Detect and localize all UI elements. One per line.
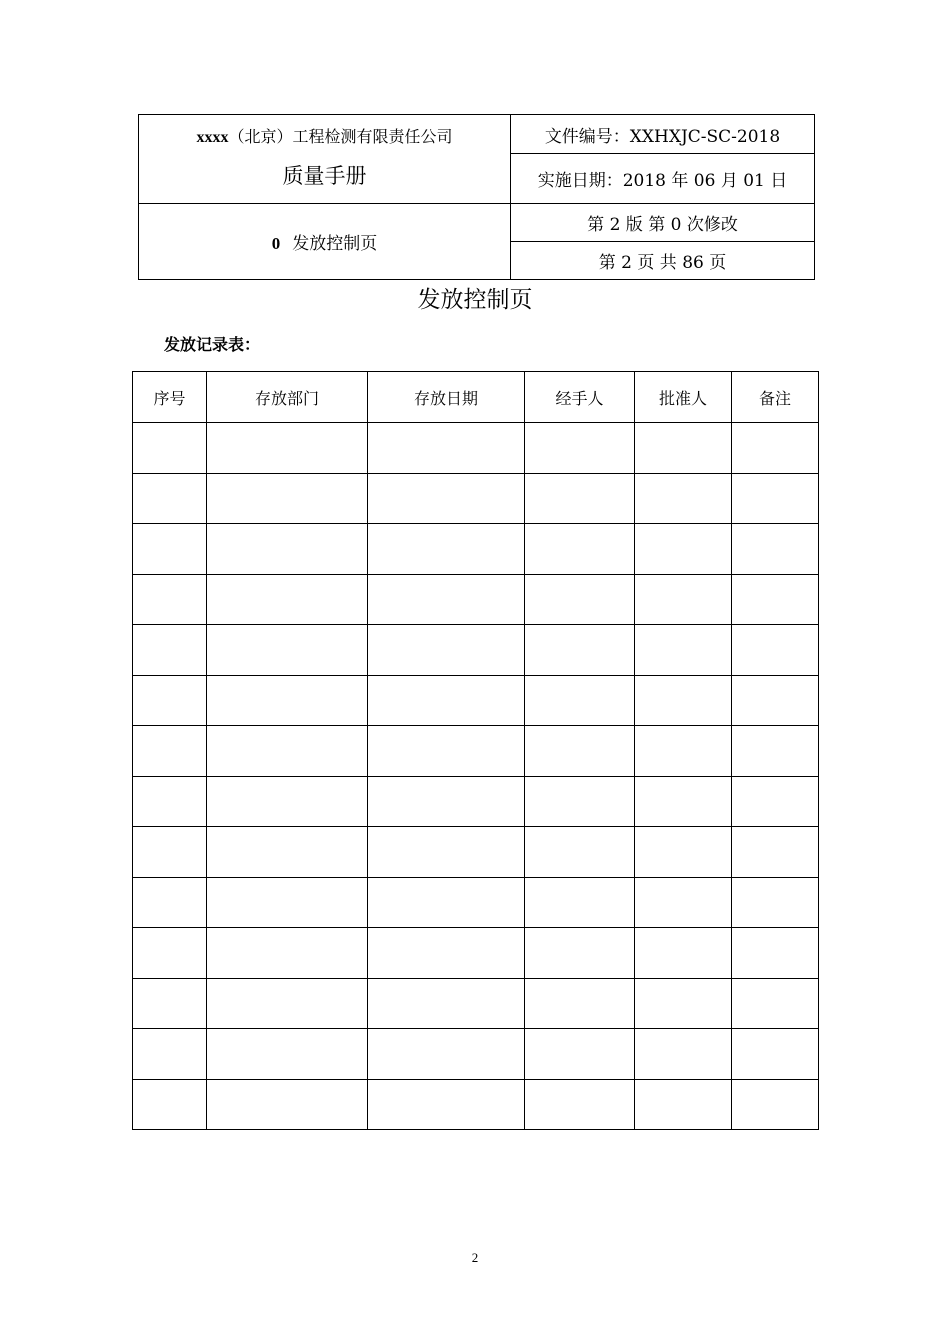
- table-cell: [732, 423, 819, 474]
- table-cell: [207, 473, 368, 524]
- table-cell: [207, 574, 368, 625]
- table-cell: [133, 776, 207, 827]
- table-cell: [635, 776, 732, 827]
- table-cell: [133, 1029, 207, 1080]
- table-cell: [133, 978, 207, 1029]
- table-cell: [525, 827, 635, 878]
- table-cell: [368, 574, 525, 625]
- table-cell: [368, 1029, 525, 1080]
- section-title: 发放控制页: [292, 233, 378, 254]
- section-heading-cell: [139, 203, 511, 279]
- table-cell: [732, 524, 819, 575]
- table-cell: [133, 827, 207, 878]
- table-cell: [368, 423, 525, 474]
- table-cell: [635, 726, 732, 777]
- table-cell: [207, 877, 368, 928]
- company-prefix: xxxx: [196, 129, 229, 147]
- company-name: [139, 126, 510, 149]
- record-table-label: 发放记录表：: [164, 335, 261, 354]
- table-cell: [207, 827, 368, 878]
- table-cell: [133, 473, 207, 524]
- table-cell: [732, 473, 819, 524]
- table-cell: [368, 524, 525, 575]
- table-cell: [368, 473, 525, 524]
- table-cell: [525, 726, 635, 777]
- table-cell: [133, 574, 207, 625]
- table-cell: [732, 574, 819, 625]
- table-cell: [525, 473, 635, 524]
- table-cell: [207, 978, 368, 1029]
- table-row: [133, 877, 819, 928]
- record-table-body: [133, 423, 819, 1130]
- table-row: [133, 524, 819, 575]
- table-cell: [133, 423, 207, 474]
- table-cell: [732, 928, 819, 979]
- table-cell: [207, 776, 368, 827]
- table-cell: [525, 928, 635, 979]
- page-number: 2: [471, 1250, 479, 1265]
- table-cell: [525, 524, 635, 575]
- table-cell: [525, 423, 635, 474]
- column-header-date: 存放日期: [368, 372, 525, 423]
- column-header-approver: 批准人: [635, 372, 732, 423]
- table-cell: [635, 524, 732, 575]
- company-name-rest: （北京）工程检测有限责任公司: [228, 127, 453, 147]
- table-cell: [635, 1079, 732, 1130]
- table-cell: [368, 675, 525, 726]
- table-cell: [635, 473, 732, 524]
- table-cell: [525, 1079, 635, 1130]
- table-cell: [368, 776, 525, 827]
- table-cell: [525, 1029, 635, 1080]
- column-header-handler: 经手人: [525, 372, 635, 423]
- manual-title: 质量手册: [282, 164, 367, 189]
- table-cell: [368, 827, 525, 878]
- table-row: [133, 928, 819, 979]
- column-header-serial: 序号: [133, 372, 207, 423]
- table-cell: [635, 574, 732, 625]
- table-cell: [207, 928, 368, 979]
- page-info: 第 2 页 共 86 页: [511, 241, 815, 279]
- distribution-record-table: [132, 371, 819, 1130]
- table-cell: [368, 1079, 525, 1130]
- column-header-department: 存放部门: [207, 372, 368, 423]
- table-row: [133, 726, 819, 777]
- table-row: [133, 625, 819, 676]
- table-cell: [207, 675, 368, 726]
- table-cell: [207, 625, 368, 676]
- page-title: 发放控制页: [417, 287, 533, 313]
- table-row: [133, 1029, 819, 1080]
- table-cell: [368, 625, 525, 676]
- table-row: [133, 473, 819, 524]
- document-header-table: [138, 114, 815, 280]
- file-number: 文件编号：XXHXJC-SC-2018: [511, 115, 815, 154]
- table-cell: [525, 574, 635, 625]
- table-cell: [732, 625, 819, 676]
- table-cell: [525, 978, 635, 1029]
- table-cell: [525, 675, 635, 726]
- table-cell: [133, 877, 207, 928]
- table-cell: [368, 978, 525, 1029]
- table-row: [133, 675, 819, 726]
- table-cell: [207, 423, 368, 474]
- table-cell: [368, 877, 525, 928]
- table-cell: [207, 726, 368, 777]
- table-cell: [732, 877, 819, 928]
- table-cell: [732, 776, 819, 827]
- table-cell: [635, 877, 732, 928]
- table-cell: [732, 827, 819, 878]
- table-cell: [133, 928, 207, 979]
- table-cell: [133, 726, 207, 777]
- table-cell: [133, 524, 207, 575]
- table-cell: [525, 877, 635, 928]
- table-cell: [133, 675, 207, 726]
- table-cell: [732, 978, 819, 1029]
- section-number: 0: [271, 233, 281, 253]
- version-info: 第 2 版 第 0 次修改: [511, 203, 815, 241]
- table-cell: [732, 675, 819, 726]
- table-cell: [635, 928, 732, 979]
- table-cell: [368, 928, 525, 979]
- effective-date: 实施日期：2018 年 06 月 01 日: [511, 154, 815, 203]
- table-row: [133, 423, 819, 474]
- table-cell: [635, 827, 732, 878]
- table-cell: [207, 1079, 368, 1130]
- table-row: [133, 827, 819, 878]
- table-cell: [207, 1029, 368, 1080]
- table-cell: [635, 423, 732, 474]
- table-header-row: [133, 372, 819, 423]
- table-row: [133, 574, 819, 625]
- table-cell: [635, 1029, 732, 1080]
- table-cell: [525, 776, 635, 827]
- table-cell: [732, 726, 819, 777]
- table-cell: [207, 524, 368, 575]
- table-cell: [635, 625, 732, 676]
- table-cell: [732, 1029, 819, 1080]
- table-row: [133, 1079, 819, 1130]
- table-cell: [732, 1079, 819, 1130]
- table-cell: [133, 1079, 207, 1130]
- table-cell: [635, 675, 732, 726]
- company-manual-cell: [139, 115, 511, 204]
- table-cell: [635, 978, 732, 1029]
- table-row: [133, 978, 819, 1029]
- column-header-remarks: 备注: [732, 372, 819, 423]
- table-cell: [525, 625, 635, 676]
- table-cell: [133, 625, 207, 676]
- table-row: [133, 776, 819, 827]
- table-cell: [368, 726, 525, 777]
